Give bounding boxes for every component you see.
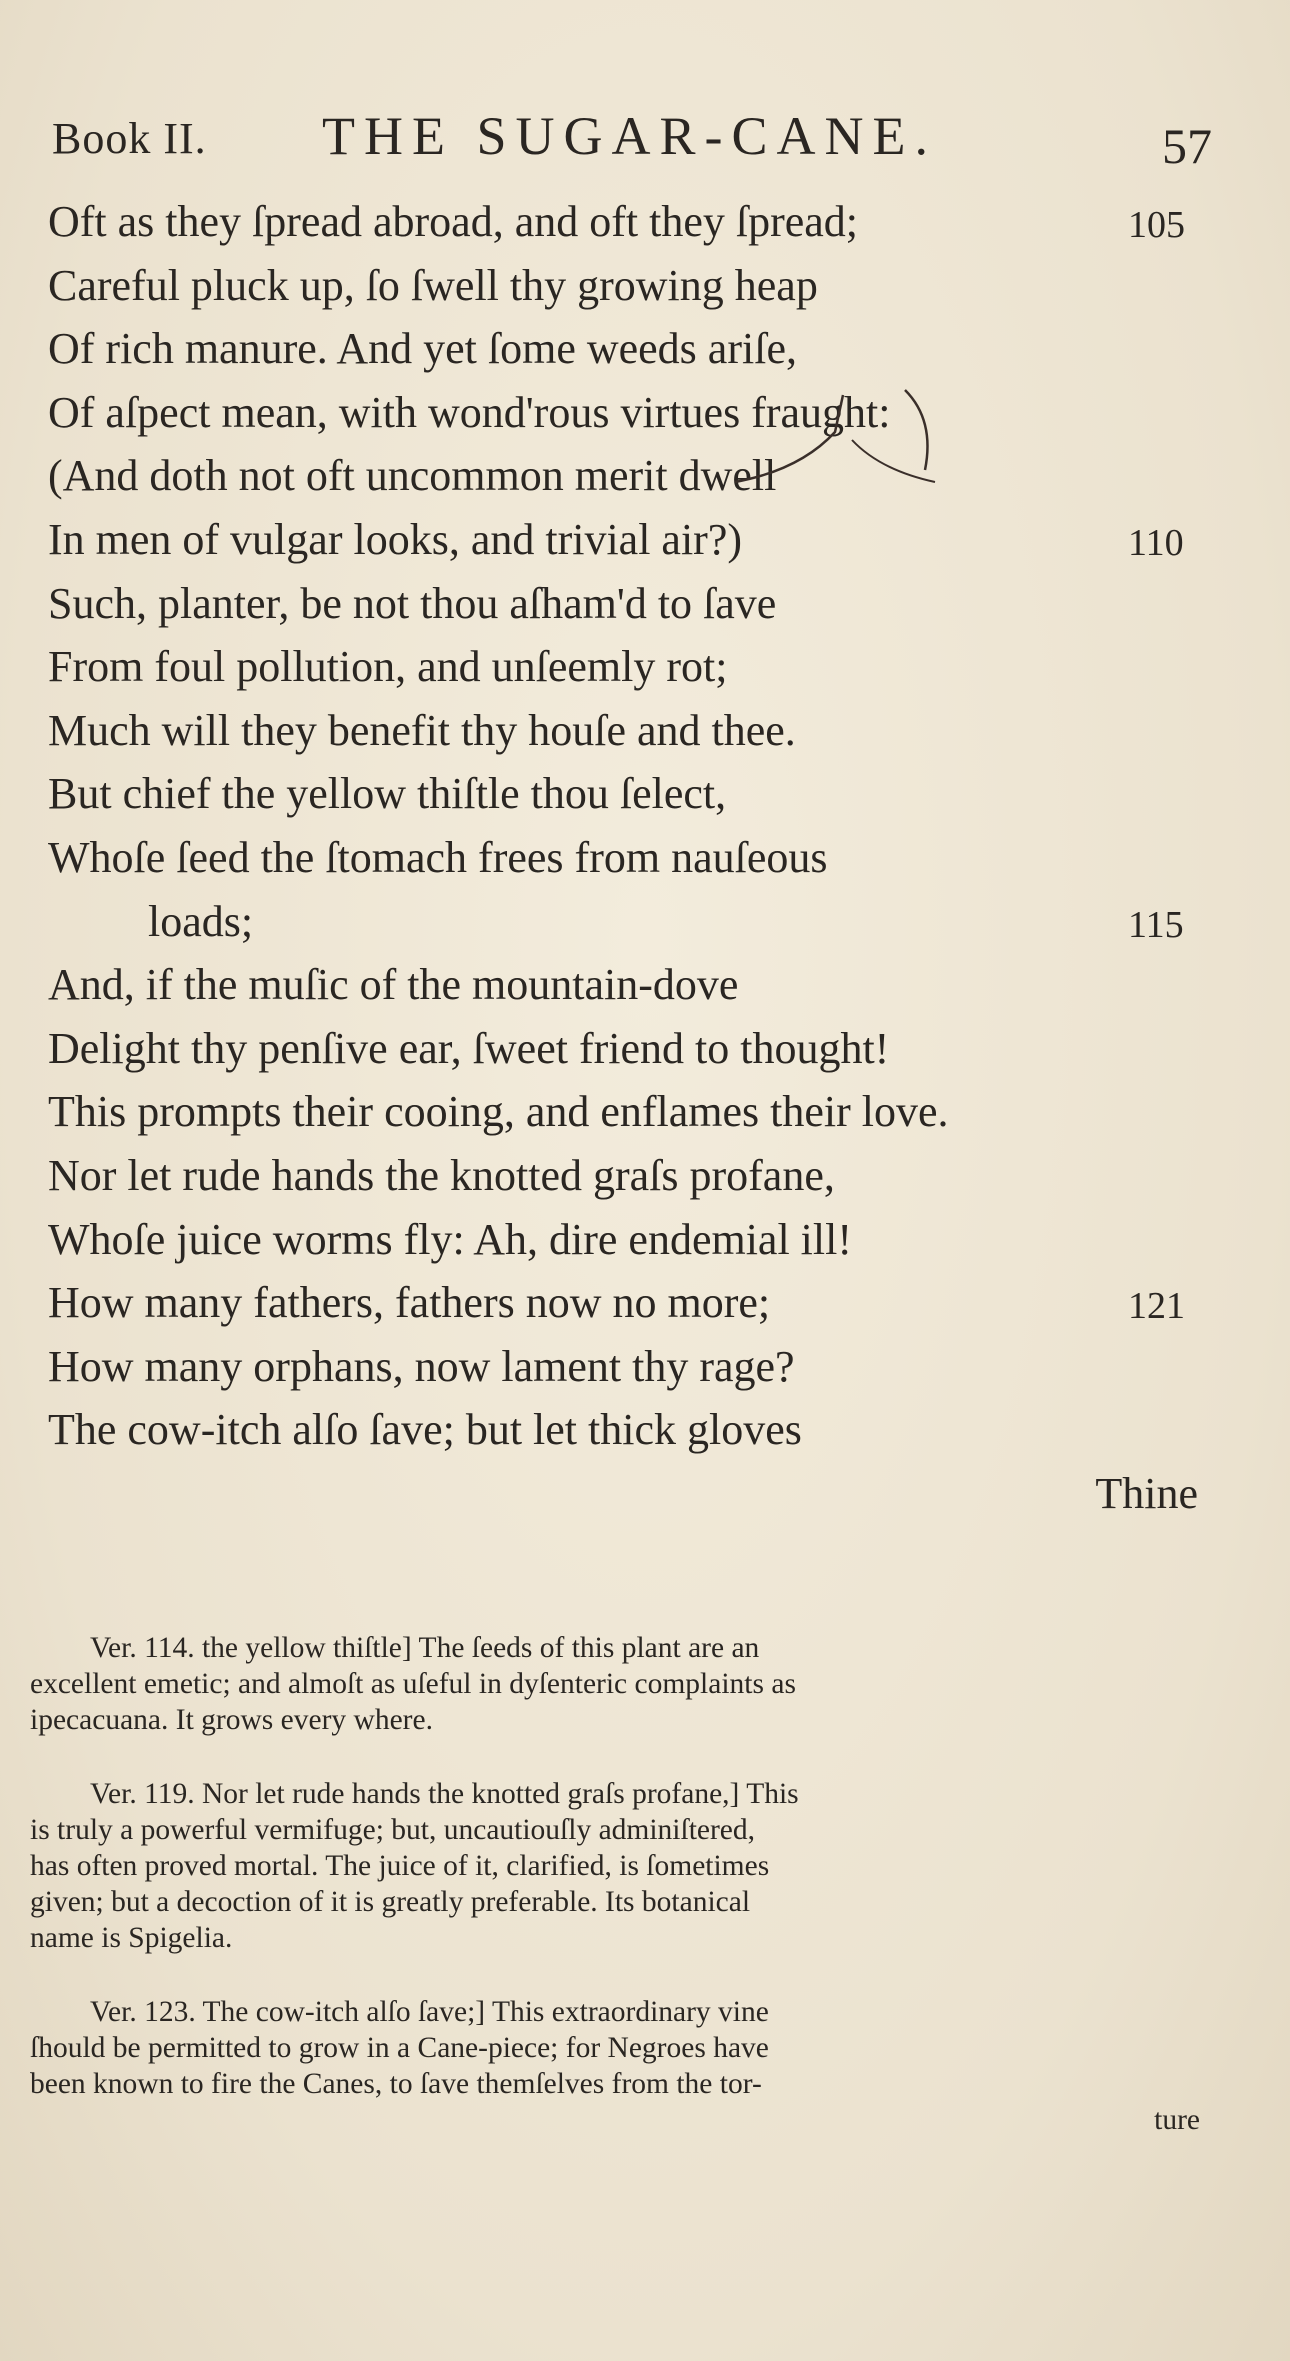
verse-text: Of rich manure. And yet ſome weeds ariſe, — [48, 324, 797, 374]
handwritten-annotation — [0, 0, 1290, 700]
verse-text: And, if the muſic of the mountain-dove — [48, 960, 739, 1010]
verse-line — [48, 826, 1238, 890]
verse-text: From foul pollution, and unſeemly rot; — [48, 642, 728, 692]
verse-text: How many orphans, now lament thy rage? — [48, 1341, 795, 1391]
verse-text: Of aſpect mean, with wond'rous virtues fraught: — [48, 387, 891, 437]
ink-stroke — [735, 395, 843, 482]
footnote-line: Ver. 114. the yellow thiſtle] The ſeeds of this plant are an — [90, 1632, 760, 1664]
verse-text: Delight thy penſive ear, ſweet friend to thought! — [48, 1023, 890, 1073]
footnote-line: Ver. 123. The cow-itch alſo ſave;] This extraordinary vine — [90, 1996, 769, 2028]
verse-text: Nor let rude hands the knotted graſs profane, — [48, 1150, 835, 1200]
verse-line — [48, 1208, 1238, 1272]
verse-line — [48, 1144, 1238, 1208]
verse-line — [48, 699, 1238, 763]
footnote-line: excellent emetic; and almoſt as uſeful in dyſenteric complaints as — [30, 1668, 796, 1700]
verse-text: In men of vulgar looks, and trivial air?) — [48, 514, 743, 564]
footnote-line: name is Spigelia. — [30, 1922, 233, 1954]
verse-line — [48, 1335, 1238, 1399]
page-number: 57 — [1162, 118, 1212, 174]
ink-stroke — [852, 440, 935, 482]
line-number: 105 — [1128, 204, 1185, 246]
verse-text: loads; — [148, 896, 254, 946]
footnotes — [30, 1630, 1200, 2176]
running-title: THE SUGAR-CANE. — [322, 106, 937, 166]
verse-text: How many fathers, fathers now no more; — [48, 1278, 771, 1328]
verse-text: Whoſe ſeed the ſtomach frees from nauſeous — [48, 832, 828, 882]
catchword-line — [48, 1462, 1238, 1526]
verse-text: Oft as they ſpread abroad, and oft they ſpread; — [48, 197, 859, 246]
line-number: 110 — [1128, 521, 1184, 564]
verse-text: The cow-itch alſo ſave; but let thick gloves — [48, 1405, 802, 1455]
footnote-line: been known to fire the Canes, to ſave themſelves from the tor- — [30, 2068, 762, 2100]
ink-stroke — [905, 390, 928, 470]
verse-text: Whoſe juice worms fly: Ah, dire endemial ill! — [48, 1214, 853, 1264]
book-label: Book II. — [52, 114, 207, 163]
verse-line — [48, 1017, 1238, 1081]
verse-line — [48, 1271, 1238, 1335]
verse-text: But chief the yellow thiſtle thou ſelect, — [48, 769, 727, 819]
footnote-line: is truly a powerful vermifuge; but, uncautiouſly adminiſtered, — [30, 1814, 756, 1846]
verse-text: Such, planter, be not thou aſham'd to ſave — [48, 578, 777, 628]
line-number: 121 — [1128, 1285, 1185, 1328]
footnote-catchword: ture — [1154, 2104, 1200, 2136]
catchword: Thine — [1095, 1468, 1198, 1518]
verse-line — [48, 1080, 1238, 1144]
footnote — [30, 1776, 1200, 1956]
footnote-line: ipecacuana. It grows every where. — [30, 1704, 433, 1736]
verse-line — [48, 1398, 1238, 1462]
verse-line — [48, 762, 1238, 826]
footnote — [30, 1630, 1200, 1738]
verse-text: This prompts their cooing, and enflames their love. — [48, 1087, 949, 1137]
footnote-line: given; but a decoction of it is greatly preferable. Its botanical — [30, 1886, 751, 1918]
footnote-line: ſhould be permitted to grow in a Cane-piece; for Negroes have — [30, 2032, 769, 2064]
verse-text: Much will they benefit thy houſe and thee. — [48, 705, 796, 755]
verse-text: (And doth not oft uncommon merit dwell — [48, 451, 777, 501]
footnote — [30, 1994, 1200, 2138]
verse-line — [48, 953, 1238, 1017]
footnote-line: has often proved mortal. The juice of it, clarified, is ſometimes — [30, 1850, 770, 1882]
footnote-line: Ver. 119. Nor let rude hands the knotted graſs profane,] This — [90, 1778, 799, 1810]
verse-line — [48, 890, 1238, 954]
verse-text: Careful pluck up, ſo ſwell thy growing heap — [48, 260, 818, 310]
line-number: 115 — [1128, 903, 1184, 946]
